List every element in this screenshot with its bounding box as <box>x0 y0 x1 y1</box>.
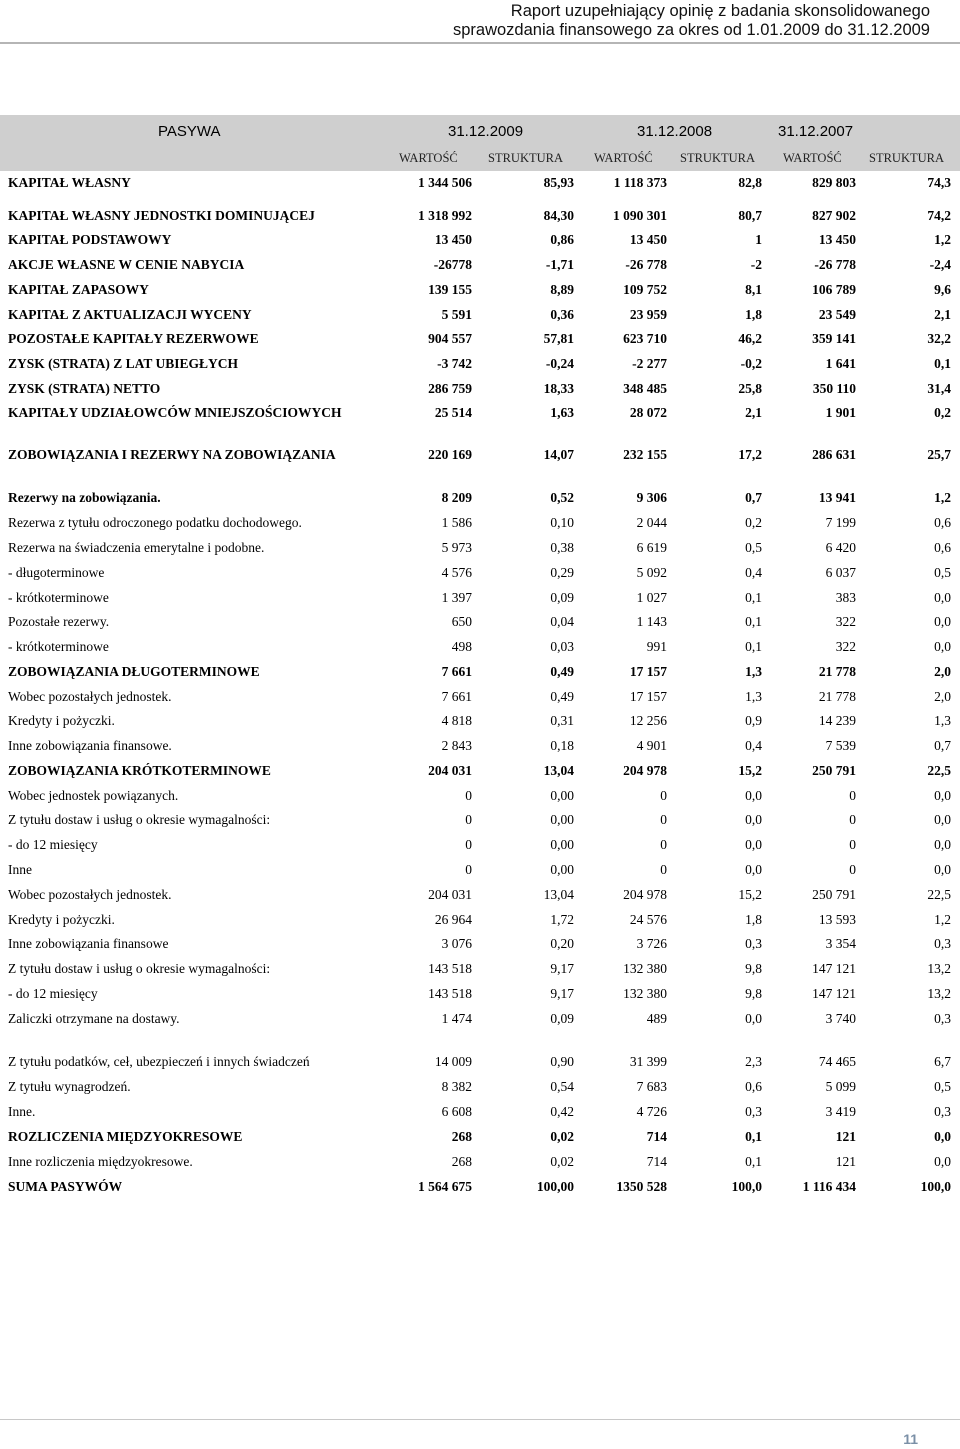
structure-2009: 8,89 <box>550 282 574 297</box>
value-2008: 714 <box>646 1129 667 1144</box>
header-line-2: sprawozdania finansowego za okres od 1.01.2009 do 31.12.2009 <box>452 21 930 39</box>
subheader-value: WARTOŚĆ <box>399 151 458 165</box>
value-2007: 7 199 <box>825 515 856 530</box>
structure-2009: 0,29 <box>550 565 574 580</box>
structure-2008: 1,3 <box>745 664 762 679</box>
row-label: ZYSK (STRATA) Z LAT UBIEGŁYCH <box>8 356 239 371</box>
structure-2007: 13,2 <box>927 961 951 976</box>
structure-2008: 1,3 <box>745 689 762 704</box>
row-label: Z tytułu dostaw i usług o okresie wymagalności: <box>8 812 271 827</box>
structure-2007: 0,6 <box>934 515 951 530</box>
structure-2009: 0,00 <box>550 788 574 803</box>
row-label: Z tytułu dostaw i usług o okresie wymagalności: <box>8 961 271 976</box>
structure-2009: 0,20 <box>550 936 574 951</box>
value-2008: 714 <box>646 1154 667 1169</box>
value-2007: 1 116 434 <box>802 1179 856 1194</box>
value-2008: 204 978 <box>623 763 667 778</box>
value-2007: 21 778 <box>818 689 856 704</box>
value-2007: 14 239 <box>818 713 856 728</box>
structure-2007: 22,5 <box>927 763 951 778</box>
value-2009: 8 382 <box>441 1079 472 1094</box>
value-2009: 1 318 992 <box>418 208 472 223</box>
value-2007: 359 141 <box>812 331 856 346</box>
structure-2009: 0,90 <box>550 1054 574 1069</box>
value-2008: 7 683 <box>636 1079 667 1094</box>
structure-2008: 0,0 <box>745 1011 762 1026</box>
structure-2008: 0,1 <box>745 614 762 629</box>
value-2008: 2 044 <box>636 515 667 530</box>
structure-2007: 9,6 <box>934 282 951 297</box>
row-label: Inne. <box>8 1104 36 1119</box>
structure-2009: 0,09 <box>550 590 574 605</box>
structure-2008: 0,1 <box>745 1129 762 1144</box>
structure-2007: 0,6 <box>934 540 951 555</box>
structure-2007: 0,0 <box>934 837 951 852</box>
value-2009: -26778 <box>433 257 472 272</box>
structure-2008: 0,0 <box>745 837 762 852</box>
structure-2007: 0,0 <box>934 614 951 629</box>
value-2007: 0 <box>849 862 856 877</box>
value-2007: 13 593 <box>818 912 856 927</box>
structure-2009: 0,86 <box>550 232 574 247</box>
row-label: ZOBOWIĄZANIA KRÓTKOTERMINOWE <box>8 763 271 778</box>
structure-2009: 0,54 <box>550 1079 574 1094</box>
value-2007: 74 465 <box>818 1054 856 1069</box>
structure-2007: 0,0 <box>934 862 951 877</box>
value-2008: 1 143 <box>636 614 667 629</box>
structure-2007: 100,0 <box>920 1179 951 1194</box>
value-2009: 204 031 <box>428 763 472 778</box>
row-label: - krótkoterminowe <box>8 590 109 605</box>
row-label: KAPITAŁ Z AKTUALIZACJI WYCENY <box>8 307 252 322</box>
row-label: Kredyty i pożyczki. <box>8 912 115 927</box>
value-2008: 991 <box>646 639 667 654</box>
value-2007: 6 037 <box>825 565 856 580</box>
row-label: Kredyty i pożyczki. <box>8 713 115 728</box>
structure-2009: 0,18 <box>550 738 574 753</box>
value-2008: 1 118 373 <box>613 175 667 190</box>
value-2009: 2 843 <box>441 738 472 753</box>
footer-divider <box>0 1419 960 1420</box>
structure-2007: 0,3 <box>934 1104 951 1119</box>
structure-2007: 74,3 <box>927 175 951 190</box>
column-date-2007: 31.12.2007 <box>778 123 854 140</box>
structure-2008: 1 <box>755 232 762 247</box>
row-label: Inne rozliczenia międzyokresowe. <box>8 1154 193 1169</box>
value-2009: 1 344 506 <box>418 175 472 190</box>
value-2008: 5 092 <box>636 565 667 580</box>
structure-2007: 0,5 <box>934 565 951 580</box>
structure-2008: 80,7 <box>738 208 762 223</box>
structure-2007: 32,2 <box>927 331 951 346</box>
structure-2007: 1,2 <box>934 490 951 505</box>
header-divider <box>0 42 960 44</box>
structure-2007: 74,2 <box>927 208 951 223</box>
value-2009: 1 564 675 <box>418 1179 472 1194</box>
row-label: Wobec pozostałych jednostek. <box>8 887 172 902</box>
value-2007: 13 941 <box>818 490 856 505</box>
structure-2008: 9,8 <box>745 986 762 1001</box>
value-2008: 17 157 <box>629 689 667 704</box>
structure-2007: 0,2 <box>934 405 951 420</box>
structure-2008: 82,8 <box>738 175 762 190</box>
structure-2007: -2,4 <box>929 257 951 272</box>
structure-2008: 25,8 <box>738 381 762 396</box>
value-2008: 1 090 301 <box>613 208 667 223</box>
value-2009: 650 <box>451 614 472 629</box>
structure-2009: 13,04 <box>543 763 574 778</box>
row-label: KAPITAŁ PODSTAWOWY <box>8 232 172 247</box>
structure-2009: 0,10 <box>550 515 574 530</box>
structure-2008: 0,1 <box>745 590 762 605</box>
value-2008: 0 <box>660 837 667 852</box>
value-2009: 3 076 <box>441 936 472 951</box>
value-2007: 350 110 <box>812 381 856 396</box>
value-2008: 132 380 <box>623 986 667 1001</box>
structure-2008: 0,2 <box>745 515 762 530</box>
structure-2009: 14,07 <box>543 447 574 462</box>
value-2007: 1 901 <box>825 405 856 420</box>
structure-2008: 46,2 <box>738 331 762 346</box>
structure-2009: -0,24 <box>545 356 574 371</box>
row-label: AKCJE WŁASNE W CENIE NABYCIA <box>8 257 245 272</box>
structure-2008: 0,7 <box>745 490 762 505</box>
structure-2008: 100,0 <box>731 1179 762 1194</box>
row-label: Pozostałe rezerwy. <box>8 614 110 629</box>
structure-2009: 0,31 <box>550 713 574 728</box>
value-2009: 7 661 <box>441 689 472 704</box>
structure-2008: -0,2 <box>740 356 762 371</box>
value-2008: 0 <box>660 788 667 803</box>
structure-2007: 0,1 <box>934 356 951 371</box>
structure-2009: 85,93 <box>543 175 574 190</box>
value-2009: 1 586 <box>441 515 472 530</box>
structure-2008: 0,5 <box>745 540 762 555</box>
value-2007: 3 419 <box>825 1104 856 1119</box>
structure-2009: 0,49 <box>550 689 574 704</box>
value-2008: 9 306 <box>636 490 667 505</box>
value-2009: 4 576 <box>441 565 472 580</box>
value-2007: 286 631 <box>812 447 856 462</box>
value-2008: 232 155 <box>623 447 667 462</box>
table-title: PASYWA <box>158 123 221 140</box>
value-2008: -26 778 <box>625 257 667 272</box>
structure-2009: -1,71 <box>545 257 574 272</box>
structure-2007: 0,0 <box>934 788 951 803</box>
structure-2007: 0,5 <box>934 1079 951 1094</box>
value-2008: 623 710 <box>623 331 667 346</box>
value-2009: 1 397 <box>441 590 472 605</box>
row-label: Rezerwa z tytułu odroczonego podatku dochodowego. <box>8 515 302 530</box>
structure-2008: 2,3 <box>745 1054 762 1069</box>
value-2009: 5 973 <box>441 540 472 555</box>
structure-2007: 0,0 <box>934 1129 951 1144</box>
value-2007: 383 <box>835 590 856 605</box>
value-2007: 106 789 <box>812 282 856 297</box>
structure-2008: 0,1 <box>745 639 762 654</box>
header-line-1: Raport uzupełniający opinię z badania skonsolidowanego <box>510 2 930 20</box>
value-2007: 322 <box>835 614 856 629</box>
row-label: KAPITAŁ WŁASNY JEDNOSTKI DOMINUJĄCEJ <box>8 208 315 223</box>
structure-2008: 0,3 <box>745 936 762 951</box>
structure-2007: 1,2 <box>934 912 951 927</box>
row-label: ZOBOWIĄZANIA I REZERWY NA ZOBOWIĄZANIA <box>8 447 336 462</box>
value-2009: 498 <box>451 639 472 654</box>
structure-2009: 9,17 <box>550 986 574 1001</box>
value-2007: 21 778 <box>818 664 856 679</box>
structure-2008: 0,1 <box>745 1154 762 1169</box>
value-2007: 147 121 <box>812 986 856 1001</box>
row-label: Inne <box>8 862 32 877</box>
structure-2008: 17,2 <box>738 447 762 462</box>
value-2008: 489 <box>646 1011 667 1026</box>
structure-2008: -2 <box>750 257 762 272</box>
value-2007: 0 <box>849 788 856 803</box>
structure-2007: 0,3 <box>934 936 951 951</box>
structure-2009: 0,09 <box>550 1011 574 1026</box>
structure-2008: 2,1 <box>745 405 762 420</box>
report-header <box>453 2 930 40</box>
value-2009: 6 608 <box>441 1104 472 1119</box>
structure-2008: 0,0 <box>745 862 762 877</box>
structure-2008: 15,2 <box>738 763 762 778</box>
row-label: Wobec jednostek powiązanych. <box>8 788 179 803</box>
row-label: ZYSK (STRATA) NETTO <box>8 381 161 396</box>
value-2007: 147 121 <box>812 961 856 976</box>
value-2009: 7 661 <box>441 664 472 679</box>
structure-2009: 1,72 <box>550 912 574 927</box>
value-2008: 23 959 <box>629 307 667 322</box>
value-2008: 31 399 <box>629 1054 667 1069</box>
structure-2008: 0,3 <box>745 1104 762 1119</box>
value-2007: 121 <box>835 1129 856 1144</box>
value-2009: 8 209 <box>441 490 472 505</box>
structure-2007: 1,2 <box>934 232 951 247</box>
column-date-2009: 31.12.2009 <box>448 123 524 140</box>
structure-2007: 0,7 <box>934 738 951 753</box>
row-label: Zaliczki otrzymane na dostawy. <box>8 1011 180 1026</box>
value-2007: 6 420 <box>825 540 856 555</box>
structure-2007: 31,4 <box>927 381 951 396</box>
value-2009: 1 474 <box>441 1011 472 1026</box>
value-2007: 250 791 <box>812 763 856 778</box>
value-2009: 143 518 <box>428 961 472 976</box>
value-2009: 4 818 <box>441 713 472 728</box>
value-2009: 13 450 <box>434 232 472 247</box>
structure-2008: 0,4 <box>745 738 762 753</box>
row-label: KAPITAŁ ZAPASOWY <box>8 282 149 297</box>
value-2009: 14 009 <box>434 1054 472 1069</box>
value-2009: 26 964 <box>434 912 472 927</box>
value-2009: 143 518 <box>428 986 472 1001</box>
structure-2009: 0,03 <box>550 639 574 654</box>
structure-2007: 0,0 <box>934 1154 951 1169</box>
structure-2007: 0,0 <box>934 590 951 605</box>
structure-2007: 1,3 <box>934 713 951 728</box>
row-label: POZOSTAŁE KAPITAŁY REZERWOWE <box>8 331 259 346</box>
value-2009: 904 557 <box>428 331 472 346</box>
value-2008: 24 576 <box>629 912 667 927</box>
structure-2008: 0,4 <box>745 565 762 580</box>
structure-2009: 0,04 <box>550 614 574 629</box>
value-2007: -26 778 <box>814 257 856 272</box>
value-2007: 3 354 <box>825 936 856 951</box>
value-2007: 1 641 <box>825 356 856 371</box>
structure-2009: 0,00 <box>550 862 574 877</box>
structure-2009: 57,81 <box>543 331 574 346</box>
value-2008: 13 450 <box>629 232 667 247</box>
value-2007: 13 450 <box>818 232 856 247</box>
row-label: Inne zobowiązania finansowe. <box>8 738 172 753</box>
value-2007: 5 099 <box>825 1079 856 1094</box>
row-label: - do 12 miesięcy <box>8 837 98 852</box>
row-label: Rezerwy na zobowiązania. <box>8 490 161 505</box>
value-2007: 7 539 <box>825 738 856 753</box>
subheader-structure: STRUKTURA <box>488 151 564 165</box>
structure-2008: 1,8 <box>745 912 762 927</box>
structure-2009: 0,42 <box>550 1104 574 1119</box>
structure-2007: 0,0 <box>934 639 951 654</box>
structure-2009: 0,02 <box>550 1154 574 1169</box>
structure-2009: 9,17 <box>550 961 574 976</box>
value-2008: 3 726 <box>636 936 667 951</box>
value-2008: 204 978 <box>623 887 667 902</box>
value-2009: 0 <box>465 812 472 827</box>
structure-2007: 0,0 <box>934 812 951 827</box>
row-label: Wobec pozostałych jednostek. <box>8 689 172 704</box>
value-2008: 109 752 <box>623 282 667 297</box>
row-label: ROZLICZENIA MIĘDZYOKRESOWE <box>8 1129 243 1144</box>
subheader-structure: STRUKTURA <box>869 151 945 165</box>
structure-2008: 9,8 <box>745 961 762 976</box>
column-date-2008: 31.12.2008 <box>637 123 713 140</box>
value-2009: 0 <box>465 837 472 852</box>
row-label: - do 12 miesięcy <box>8 986 98 1001</box>
structure-2009: 13,04 <box>543 887 574 902</box>
structure-2009: 0,00 <box>550 812 574 827</box>
value-2008: 12 256 <box>629 713 667 728</box>
value-2009: 139 155 <box>428 282 472 297</box>
value-2009: 268 <box>451 1129 472 1144</box>
value-2008: 348 485 <box>623 381 667 396</box>
structure-2007: 25,7 <box>927 447 951 462</box>
row-label: Z tytułu wynagrodzeń. <box>8 1079 131 1094</box>
row-label: Rezerwa na świadczenia emerytalne i podobne. <box>8 540 265 555</box>
value-2009: 25 514 <box>434 405 472 420</box>
structure-2009: 0,49 <box>550 664 574 679</box>
structure-2008: 0,6 <box>745 1079 762 1094</box>
row-label: ZOBOWIĄZANIA DŁUGOTERMINOWE <box>8 664 260 679</box>
value-2009: 220 169 <box>428 447 472 462</box>
value-2009: -3 742 <box>437 356 472 371</box>
row-label: - krótkoterminowe <box>8 639 109 654</box>
structure-2008: 8,1 <box>745 282 762 297</box>
structure-2007: 22,5 <box>927 887 951 902</box>
value-2009: 268 <box>451 1154 472 1169</box>
structure-2009: 0,52 <box>550 490 574 505</box>
subheader-value: WARTOŚĆ <box>783 151 842 165</box>
value-2007: 0 <box>849 837 856 852</box>
structure-2009: 0,36 <box>550 307 574 322</box>
structure-2008: 1,8 <box>745 307 762 322</box>
value-2008: 17 157 <box>629 664 667 679</box>
structure-2009: 84,30 <box>543 208 574 223</box>
value-2009: 286 759 <box>428 381 472 396</box>
row-label: - długoterminowe <box>8 565 105 580</box>
value-2008: 132 380 <box>623 961 667 976</box>
page-number: 11 <box>903 1431 918 1447</box>
structure-2009: 0,02 <box>550 1129 574 1144</box>
value-2007: 829 803 <box>812 175 856 190</box>
value-2009: 0 <box>465 788 472 803</box>
structure-2009: 18,33 <box>543 381 574 396</box>
value-2008: 28 072 <box>629 405 667 420</box>
structure-2007: 13,2 <box>927 986 951 1001</box>
structure-2007: 2,0 <box>934 689 951 704</box>
row-label: KAPITAŁY UDZIAŁOWCÓW MNIEJSZOŚCIOWYCH <box>8 405 342 420</box>
value-2007: 23 549 <box>818 307 856 322</box>
structure-2007: 6,7 <box>934 1054 951 1069</box>
subheader-value: WARTOŚĆ <box>594 151 653 165</box>
structure-2007: 0,3 <box>934 1011 951 1026</box>
value-2007: 121 <box>835 1154 856 1169</box>
value-2008: 1350 528 <box>616 1179 667 1194</box>
value-2007: 322 <box>835 639 856 654</box>
structure-2007: 2,1 <box>934 307 951 322</box>
value-2009: 204 031 <box>428 887 472 902</box>
structure-2007: 2,0 <box>934 664 951 679</box>
value-2008: 0 <box>660 812 667 827</box>
structure-2008: 15,2 <box>738 887 762 902</box>
value-2007: 250 791 <box>812 887 856 902</box>
structure-2008: 0,0 <box>745 812 762 827</box>
structure-2008: 0,0 <box>745 788 762 803</box>
structure-2009: 0,38 <box>550 540 574 555</box>
value-2008: 4 901 <box>636 738 667 753</box>
value-2008: 1 027 <box>636 590 667 605</box>
value-2008: -2 277 <box>632 356 667 371</box>
structure-2009: 1,63 <box>550 405 574 420</box>
value-2007: 3 740 <box>825 1011 856 1026</box>
subheader-structure: STRUKTURA <box>680 151 756 165</box>
row-label: Z tytułu podatków, ceł, ubezpieczeń i innych świadczeń <box>8 1054 310 1069</box>
row-label: KAPITAŁ WŁASNY <box>8 175 131 190</box>
value-2007: 0 <box>849 812 856 827</box>
row-label: SUMA PASYWÓW <box>8 1179 123 1194</box>
value-2009: 0 <box>465 862 472 877</box>
value-2008: 4 726 <box>636 1104 667 1119</box>
structure-2009: 0,00 <box>550 837 574 852</box>
value-2007: 827 902 <box>812 208 856 223</box>
row-label: Inne zobowiązania finansowe <box>8 936 169 951</box>
value-2009: 5 591 <box>441 307 472 322</box>
structure-2009: 100,00 <box>536 1179 574 1194</box>
structure-2008: 0,9 <box>745 713 762 728</box>
value-2008: 6 619 <box>636 540 667 555</box>
value-2008: 0 <box>660 862 667 877</box>
